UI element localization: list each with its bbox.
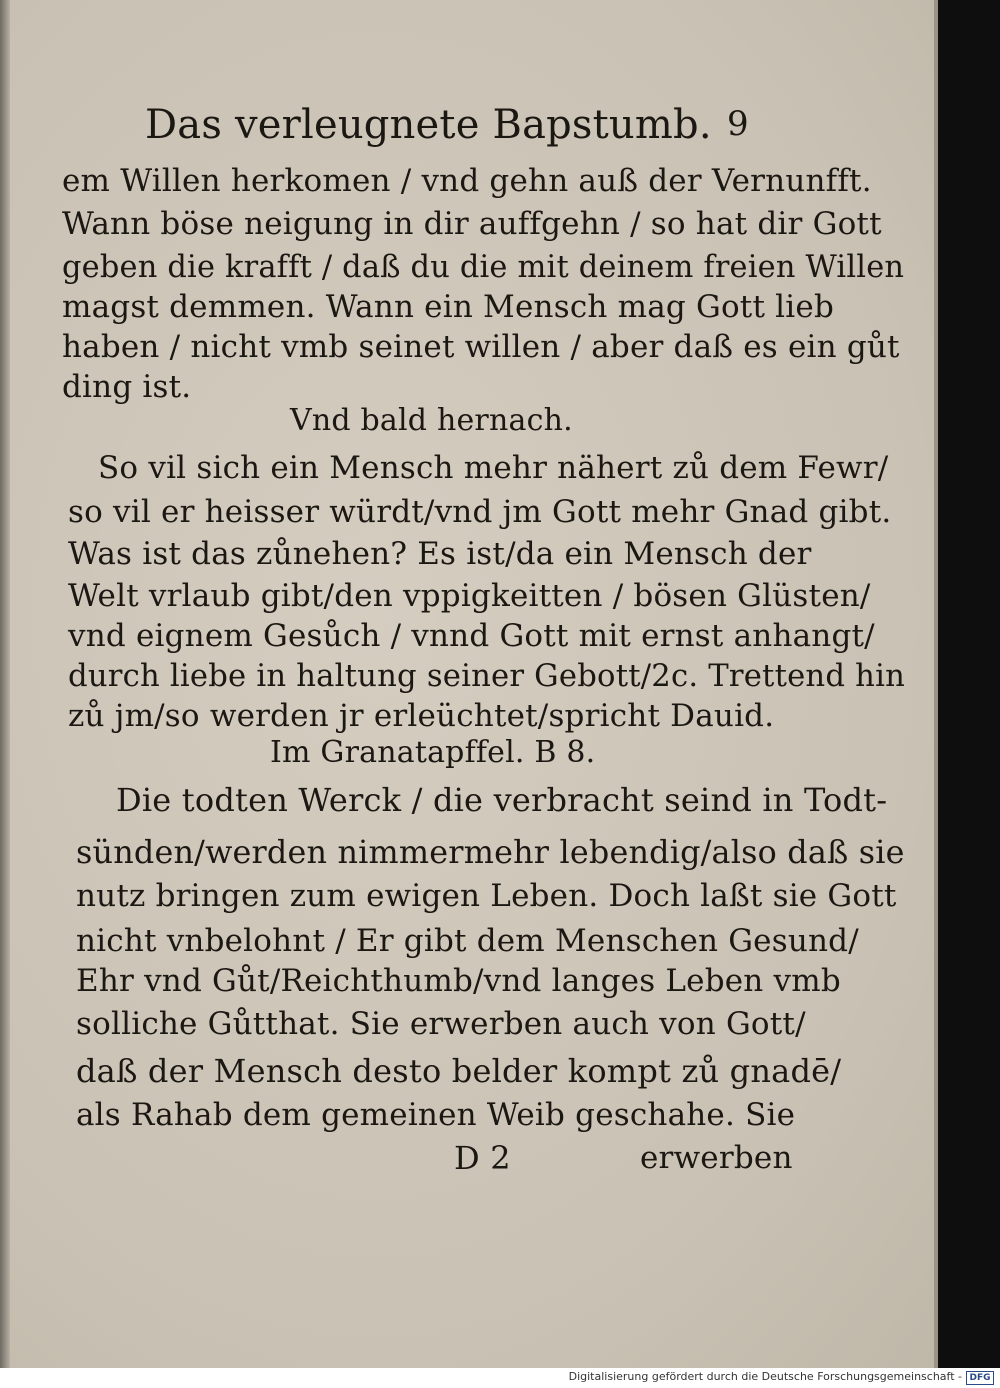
folio-number: 9	[727, 104, 749, 144]
footer-credit: Digitalisierung gefördert durch die Deutsche Forschungsgemeinschaft -	[568, 1370, 962, 1383]
text-line: Ehr vnd Gůt/Reichthumb/vnd langes Leben vmb	[76, 963, 841, 999]
text-line: als Rahab dem gemeinen Weib geschahe. Sie	[76, 1097, 796, 1133]
text-line: Welt vrlaub gibt/den vppigkeitten / bösen Glüsten/	[68, 578, 871, 614]
text-line: magst demmen. Wann ein Mensch mag Gott lieb	[62, 289, 834, 325]
signature-mark: D 2	[454, 1139, 511, 1177]
subheading: Vnd bald hernach.	[290, 403, 573, 438]
running-head: Das verleugnete Bapstumb.	[145, 102, 712, 148]
text-line: So vil sich ein Mensch mehr nähert zů dem Fewr/	[98, 450, 889, 486]
text-line: zů jm/so werden jr erleüchtet/spricht Dauid.	[68, 698, 775, 734]
text-line: sünden/werden nimmermehr lebendig/also daß sie	[76, 833, 905, 871]
text-line: Die todten Werck / die verbracht seind in Todt-	[116, 781, 888, 819]
dfg-logo: DFG	[966, 1371, 994, 1385]
text-line: nicht vnbelohnt / Er gibt dem Menschen Gesund/	[76, 923, 859, 959]
text-line: em Willen herkomen / vnd gehn auß der Vernunfft.	[62, 163, 872, 199]
subheading: Im Granatapffel. B 8.	[270, 735, 596, 770]
text-line: Was ist das zůnehen? Es ist/da ein Mensch der	[68, 536, 812, 572]
text-line: durch liebe in haltung seiner Gebott/2c. Trettend hin	[68, 658, 906, 694]
text-line: solliche Gůtthat. Sie erwerben auch von Gott/	[76, 1006, 806, 1042]
catchword: erwerben	[640, 1140, 793, 1176]
text-line: ding ist.	[62, 369, 192, 405]
text-line: Wann böse neigung in dir auffgehn / so hat dir Gott	[62, 206, 882, 242]
text-line: vnd eignem Gesůch / vnnd Gott mit ernst anhangt/	[68, 618, 875, 654]
text-line: nutz bringen zum ewigen Leben. Doch laßt sie Gott	[76, 878, 897, 914]
text-line: so vil er heisser würdt/vnd jm Gott mehr Gnad gibt.	[68, 494, 892, 530]
text-line: daß der Mensch desto belder kompt zů gnadē/	[76, 1052, 842, 1090]
text-line: haben / nicht vmb seinet willen / aber daß es ein gůt	[62, 329, 900, 365]
digitization-footer	[0, 1368, 1000, 1388]
text-line: geben die krafft / daß du die mit deinem freien Willen	[62, 249, 905, 285]
